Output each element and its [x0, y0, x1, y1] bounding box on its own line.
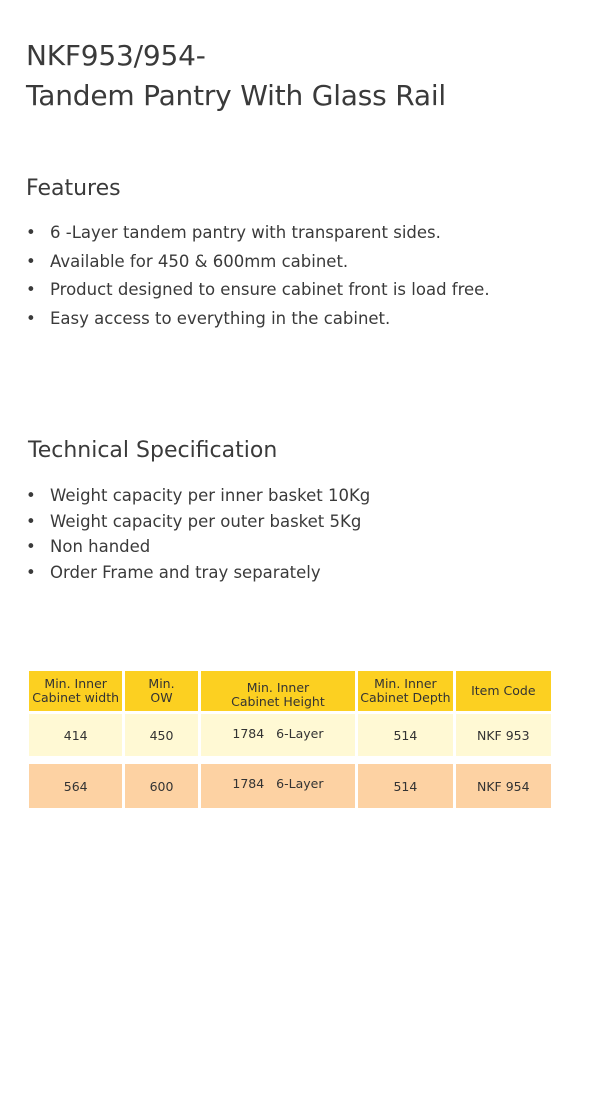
features-list-item	[26, 276, 490, 305]
header-min-inner-cabinet-depth	[357, 670, 454, 713]
header-text: Cabinet Height	[231, 694, 325, 709]
cell-cabinet-depth: 514	[357, 713, 454, 758]
features-list-item	[26, 305, 490, 334]
technical-specification-list	[26, 483, 370, 586]
header-text: Min. Inner	[44, 676, 107, 691]
spec-item-text: Weight capacity per inner basket 10Kg	[50, 486, 371, 505]
cell-item-code: NKF 953	[454, 713, 552, 758]
header-text: OW	[150, 690, 173, 705]
table-row	[28, 763, 553, 810]
spec-list-item	[26, 509, 370, 535]
cell-ow: 600	[124, 763, 199, 810]
features-list-item	[26, 219, 490, 248]
page-title	[26, 36, 446, 116]
spec-list-item	[26, 560, 370, 586]
spec-item-text: Weight capacity per outer basket 5Kg	[50, 511, 362, 531]
header-text: Min.	[148, 676, 175, 691]
specification-table	[26, 668, 554, 811]
cell-item-code: NKF 954	[454, 763, 552, 810]
header-min-ow	[124, 670, 199, 713]
bullet-icon: •	[26, 251, 36, 271]
bullet-icon: •	[26, 308, 36, 328]
header-text: Min. Inner	[246, 680, 310, 695]
header-min-inner-cabinet-width	[28, 670, 124, 713]
header-text: Item Code	[471, 683, 536, 698]
page-title-line-2: Tandem Pantry With Glass Rail	[26, 79, 446, 112]
header-min-inner-cabinet-height	[199, 670, 357, 713]
bullet-icon: •	[26, 223, 36, 242]
features-item-text: Product designed to ensure cabinet front is load free.	[50, 280, 490, 299]
header-text: Cabinet Depth	[360, 690, 451, 705]
header-text: Min. Inner	[374, 676, 437, 691]
bullet-icon: •	[26, 511, 36, 531]
bullet-icon: •	[26, 486, 36, 505]
cell-cabinet-height: 1784 6-Layer	[199, 763, 357, 810]
table-row	[28, 713, 553, 758]
table-header-row	[28, 670, 553, 713]
bullet-icon: •	[26, 563, 36, 583]
bullet-icon: •	[26, 280, 36, 299]
cell-cabinet-width: 414	[28, 713, 124, 758]
spec-item-text: Order Frame and tray separately	[50, 563, 321, 583]
features-item-text: Available for 450 & 600mm cabinet.	[50, 251, 349, 271]
spec-list-item	[26, 483, 370, 509]
cell-cabinet-depth: 514	[357, 763, 454, 810]
features-list-item	[26, 248, 490, 277]
technical-specification-heading: Technical Specification	[28, 438, 278, 463]
page-title-line-1: NKF953/954-	[26, 39, 206, 72]
header-item-code	[454, 670, 552, 713]
features-item-text: 6 -Layer tandem pantry with transparent sides.	[50, 223, 441, 242]
header-text: Cabinet width	[32, 690, 120, 705]
cell-cabinet-width: 564	[28, 763, 124, 810]
features-list	[26, 219, 490, 333]
spec-list-item	[26, 534, 370, 560]
cell-ow: 450	[124, 713, 199, 758]
features-item-text: Easy access to everything in the cabinet.	[50, 308, 391, 328]
spec-item-text: Non handed	[50, 537, 151, 557]
features-heading: Features	[26, 176, 121, 201]
bullet-icon: •	[26, 537, 36, 557]
cell-cabinet-height: 1784 6-Layer	[199, 713, 357, 758]
